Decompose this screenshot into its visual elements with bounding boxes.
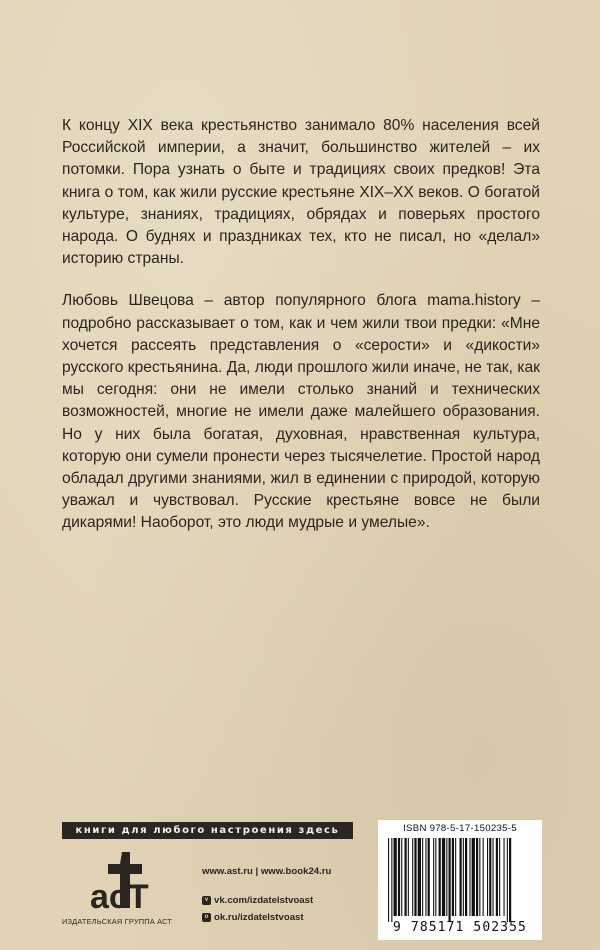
ast-logo-letters: acT [90,878,149,916]
barcode-bar [487,838,488,916]
barcode-bar [425,838,426,916]
barcode-bar [463,838,464,916]
barcode-bars [384,838,536,922]
barcode-bar [398,838,400,916]
social-vk-label[interactable]: vk.com/izdatelstvoast [214,894,314,906]
barcode-bar [412,838,413,916]
barcode-bar [394,838,397,916]
barcode-bar [414,838,416,916]
barcode-bar [507,838,508,922]
barcode-bar [479,838,480,916]
barcode-bar [509,838,511,922]
barcode-bar [435,838,436,916]
barcode-bar [452,838,454,916]
barcode-bar [405,838,407,916]
barcode-bar [446,838,447,916]
barcode-bar [401,838,402,916]
description-paragraph-2: Любовь Швецова – автор популярного блога mama.history – подробно рассказывает о том, как и чем жили твои предки: «Мне хочется рассеять представления о «серости» и «дикости» русского крестьянина. Да, люди прошлого жили иначе, не так, как мы сегодня: они не имели столько знаний и технических возможностей, многие не имели даже малейшего образования. Но у них была богатая, духовная, нравственная культура, которую они сумели пронести через тысячелетие. Простой народ обладал другими знаниями, жил в единении с природой, которую уважал и чувствовал. Русские крестьяне вовсе не были дикарями! Наоборот, это люди мудрые и умелые». [62,292,540,532]
barcode-bar [496,838,498,916]
barcode-bar [455,838,456,916]
barcode-digits: 9 785171 502355 [393,920,527,935]
publisher-contacts [202,866,382,927]
social-ok-label[interactable]: ok.ru/izdatelstvoast [214,911,304,923]
barcode-bar [489,838,491,916]
barcode-bar [422,838,423,916]
ast-logo [62,848,180,928]
publisher-tagline: книги для любого настроения здесь [62,822,353,839]
social-vk[interactable] [202,893,382,907]
barcode-bar [439,838,441,916]
social-ok[interactable] [202,910,382,924]
barcode-bar [442,838,445,916]
barcode-bar [388,838,389,922]
barcode-bar [483,838,484,916]
description-text [62,115,540,535]
barcode-bar [428,838,430,916]
barcode-bar [465,838,467,916]
barcode-bar [476,838,478,916]
barcode-bar [408,838,409,916]
websites[interactable]: www.ast.ru | www.book24.ru [202,866,332,877]
vk-icon: v [202,896,211,905]
barcode-bar [418,838,421,916]
barcode-bar [493,838,494,916]
description-paragraph-1: К концу XIX века крестьянство занимало 80% населения всей Российской империи, а значит, большинство жителей – их потомки. Пора узнать о быте и традициях своих предков! Эта книга о том, как жили русские крестьяне XIX–XX веков. О богатой культуре, знаниях, традициях, обрядах и поверьях простого народа. О буднях и праздниках тех, кто не писал, но «делал» историю страны. [62,117,540,268]
barcode-bar [433,838,434,916]
ok-icon: o [202,913,211,922]
barcode-bar [469,838,470,916]
barcode-bar [499,838,500,916]
barcode [378,820,542,940]
barcode-bar [449,838,451,922]
isbn-number: ISBN 978-5-17-150235-5 [403,823,517,834]
barcode-bar [504,838,505,916]
barcode-bar [391,838,392,922]
barcode-bar [472,838,475,916]
barcode-bar [460,838,462,916]
publisher-name: ИЗДАТЕЛЬСКАЯ ГРУППА АСТ [62,917,173,926]
